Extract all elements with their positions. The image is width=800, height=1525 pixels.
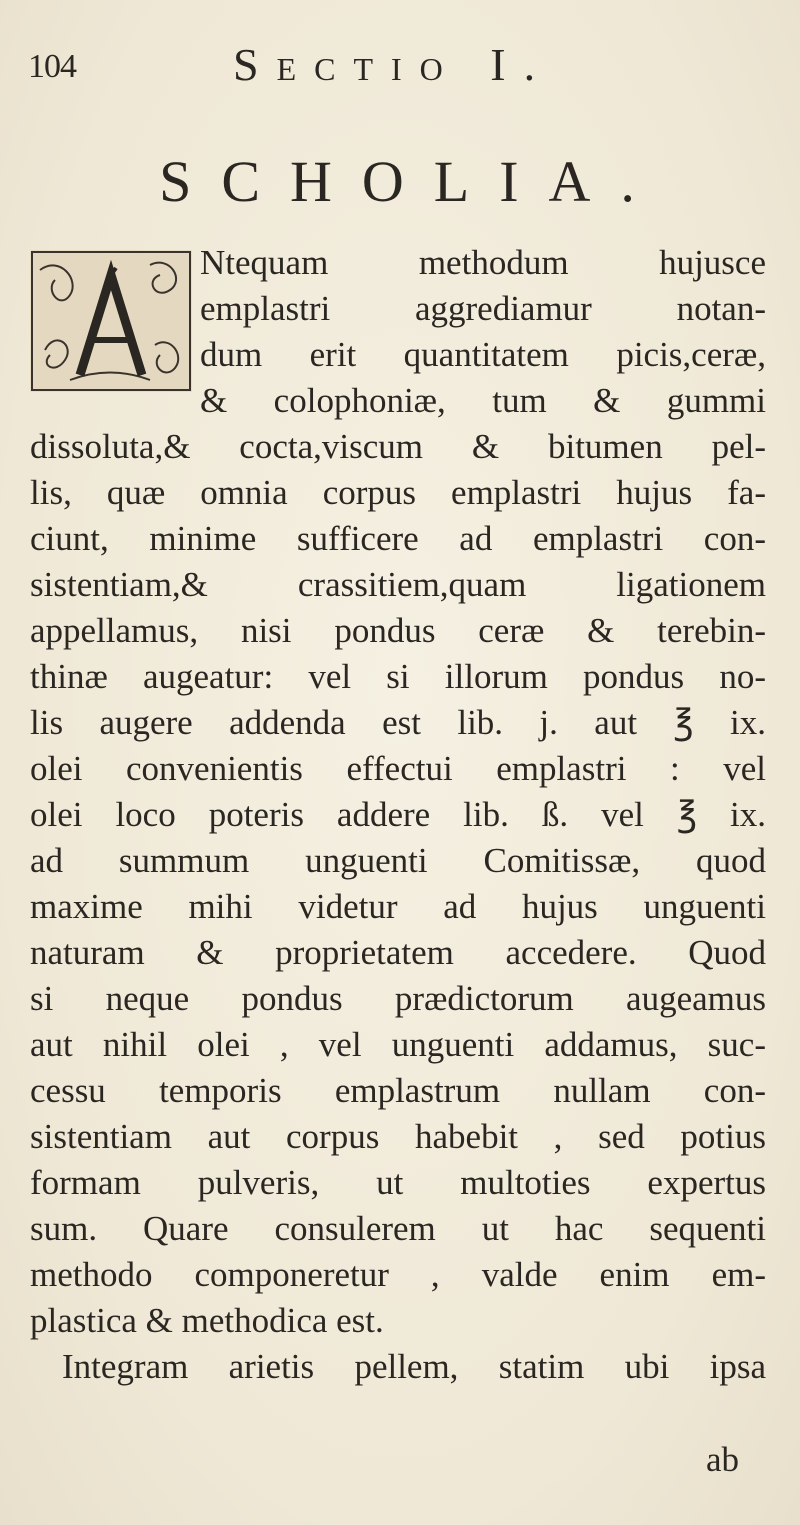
text-line: lis, quæ omnia corpus emplastri hujus fa- xyxy=(30,473,766,512)
text-line: ad summum unguenti Comitissæ, quod xyxy=(30,841,766,880)
text-line: olei loco poteris addere lib. ß. vel ℥ ix. xyxy=(30,795,766,834)
text-line: Integram arietis pellem, statim ubi ipsa xyxy=(62,1347,766,1386)
text-line: plastica & methodica est. xyxy=(30,1301,384,1340)
text-line: aut nihil olei , vel unguenti addamus, suc- xyxy=(30,1025,766,1064)
catchword: ab xyxy=(706,1440,740,1479)
text-line: si neque pondus prædictorum augeamus xyxy=(30,979,766,1018)
decorated-initial-icon xyxy=(30,250,192,392)
text-line: naturam & proprietatem accedere. Quod xyxy=(30,933,766,972)
text-line: sum. Quare consulerem ut hac sequenti xyxy=(30,1209,766,1248)
text-line: maxime mihi videtur ad hujus unguenti xyxy=(30,887,766,926)
text-line: dissoluta,& cocta,viscum & bitumen pel- xyxy=(30,427,766,466)
text-line: thinæ augeatur: vel si illorum pondus no- xyxy=(30,657,766,696)
section-title: SCHOLIA. xyxy=(159,149,665,214)
text-line: formam pulveris, ut multoties expertus xyxy=(30,1163,766,1202)
text-line: sistentiam,& crassitiem,quam ligationem xyxy=(30,565,766,604)
text-line: olei convenientis effectui emplastri : vel xyxy=(30,749,766,788)
text-line: dum erit quantitatem picis,ceræ, xyxy=(200,335,766,374)
text-line: Ntequam methodum hujusce xyxy=(200,243,766,282)
text-line: ciunt, minime sufficere ad emplastri con- xyxy=(30,519,766,558)
page-number: 104 xyxy=(28,48,76,85)
text-line: sistentiam aut corpus habebit , sed potius xyxy=(30,1117,766,1156)
text-line: emplastri aggrediamur notan- xyxy=(200,289,766,328)
text-line: lis augere addenda est lib. j. aut ℥ ix. xyxy=(30,703,766,742)
decorated-initial xyxy=(30,250,192,392)
page-header xyxy=(28,38,780,98)
running-head: Sectio I. xyxy=(233,39,554,90)
text-line: & colophoniæ, tum & gummi xyxy=(200,381,766,420)
text-line: appellamus, nisi pondus ceræ & terebin- xyxy=(30,611,766,650)
text-line: cessu temporis emplastrum nullam con- xyxy=(30,1071,766,1110)
text-line: methodo componeretur , valde enim em- xyxy=(30,1255,766,1294)
